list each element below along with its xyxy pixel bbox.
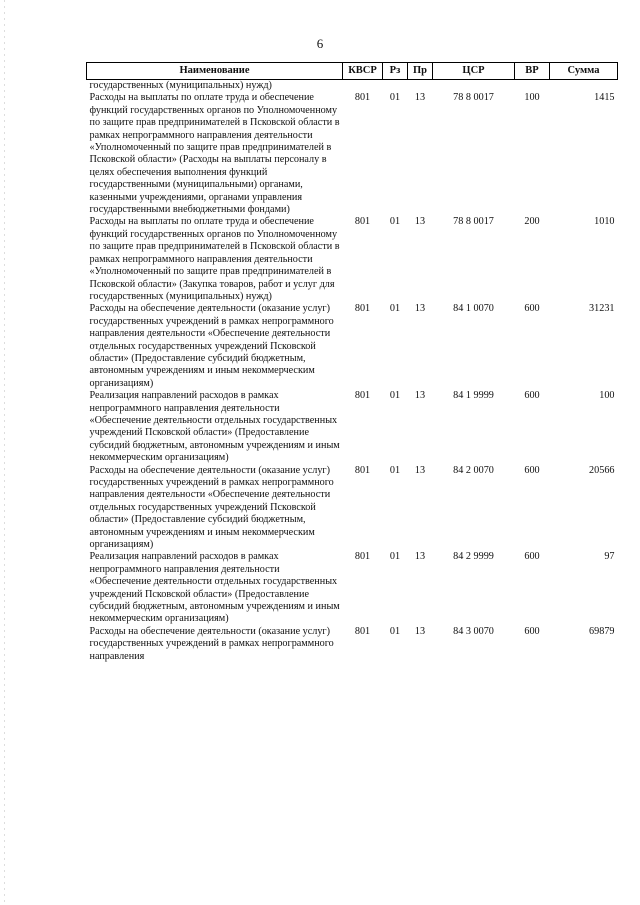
budget-table-wrap [86,62,617,663]
cell-sum: 100 [599,390,615,402]
cell-pr: 13 [414,625,426,637]
cell-csr: 78 8 0017 [453,92,494,104]
table-row [87,80,618,93]
cell-kvsr [343,80,383,93]
cell-rz: 01 [389,464,401,476]
cell-pr: 13 [414,303,426,315]
cell-vr: 600 [524,551,540,563]
cell-csr: 84 2 0070 [453,464,494,476]
table-row [87,92,618,216]
cell-vr: 100 [524,92,540,104]
header-pr: Пр [408,63,433,80]
cell-kvsr: 801 [354,390,371,402]
budget-table [86,62,618,663]
cell-sum: 20566 [589,464,615,476]
header-vr: ВР [515,63,550,80]
table-row [87,303,618,390]
cell-pr: 13 [414,551,426,563]
cell-rz: 01 [389,92,401,104]
cell-kvsr: 801 [354,216,371,228]
cell-sum [550,80,618,93]
cell-name: Расходы на выплаты по оплате труда и обеспечение функций государственных органов по Уполномоченному по защите прав предпринимателей в Псковской области в рамках непрограммного направления деятельности «Уполномоченный по защите прав предпринимателей в Псковской области» (Расходы на выплаты персоналу в целях обеспечения выполнения функций государственными (муниципальными) органами, казенными учреждениями, органами управления государственными внебюджетными фондами) [89,92,340,216]
cell-csr: 84 1 9999 [453,390,494,402]
cell-kvsr: 801 [354,464,371,476]
cell-rz [383,80,408,93]
cell-vr [515,80,550,93]
cell-rz: 01 [389,216,401,228]
table-header-row [87,63,618,80]
cell-vr: 600 [524,390,540,402]
table-row [87,551,618,625]
header-name: Наименование [87,63,343,80]
cell-rz: 01 [389,551,401,563]
cell-pr: 13 [414,390,426,402]
cell-sum: 1415 [594,92,615,104]
cell-pr: 13 [414,464,426,476]
cell-sum: 31231 [589,303,615,315]
cell-name: Расходы на обеспечение деятельности (оказание услуг) государственных учреждений в рамках непрограммного направления деятельности «Обеспечение деятельности отдельных государственных учреждений Псковской области» (Предоставление субсидий бюджетным, автономным учреждениям и иным некоммерческим организациям) [89,303,334,389]
table-row [87,465,618,552]
page-number: 6 [316,36,324,51]
header-rz: Рз [383,63,408,80]
cell-vr: 600 [524,464,540,476]
cell-kvsr: 801 [354,625,371,637]
header-sum: Сумма [550,63,618,80]
cell-vr: 600 [524,303,540,315]
cell-name: государственных (муниципальных) нужд) [89,80,272,91]
table-row [87,390,618,464]
table-row [87,216,618,303]
table-row [87,626,618,663]
cell-kvsr: 801 [354,92,371,104]
cell-sum: 69879 [589,625,615,637]
cell-pr: 13 [414,216,426,228]
cell-csr: 84 3 0070 [453,625,494,637]
cell-rz: 01 [389,625,401,637]
cell-pr [408,80,433,93]
table-body [87,80,618,664]
cell-rz: 01 [389,390,401,402]
cell-sum: 97 [604,551,615,563]
cell-csr: 84 2 9999 [453,551,494,563]
cell-csr: 84 1 0070 [453,303,494,315]
scan-edge [4,0,5,905]
cell-sum: 1010 [594,216,615,228]
cell-csr: 78 8 0017 [453,216,494,228]
cell-name: Расходы на обеспечение деятельности (оказание услуг) государственных учреждений в рамках непрограммного направления деятельности «Обеспечение деятельности отдельных государственных учреждений Псковской области» (Предоставление субсидий бюджетным, автономным учреждениям и иным некоммерческим организациям) [89,464,334,551]
cell-csr [433,80,515,93]
cell-name: Реализация направлений расходов в рамках непрограммного направления деятельности «Обеспечение деятельности отдельных государственных учреждений Псковской области» (Предоставление субсидий бюджетным, автономным учреждениям и иным некоммерческим организациям) [89,551,340,625]
cell-name: Расходы на выплаты по оплате труда и обеспечение функций государственных органов по Уполномоченному по защите прав предпринимателей в Псковской области в рамках непрограммного направления деятельности «Уполномоченный по защите прав предпринимателей в Псковской области» (Закупка товаров, работ и услуг для государственных (муниципальных) нужд) [89,216,340,302]
cell-vr: 200 [524,216,540,228]
header-csr: ЦСР [433,63,515,80]
cell-kvsr: 801 [354,303,371,315]
cell-name: Расходы на обеспечение деятельности (оказание услуг) государственных учреждений в рамках непрограммного направления [89,625,334,662]
header-kvsr: КВСР [343,63,383,80]
cell-kvsr: 801 [354,551,371,563]
cell-pr: 13 [414,92,426,104]
cell-name: Реализация направлений расходов в рамках непрограммного направления деятельности «Обеспечение деятельности отдельных государственных учреждений Псковской области» (Предоставление субсидий бюджетным, автономным учреждениям и иным некоммерческим организациям) [89,390,340,464]
cell-rz: 01 [389,303,401,315]
cell-vr: 600 [524,625,540,637]
